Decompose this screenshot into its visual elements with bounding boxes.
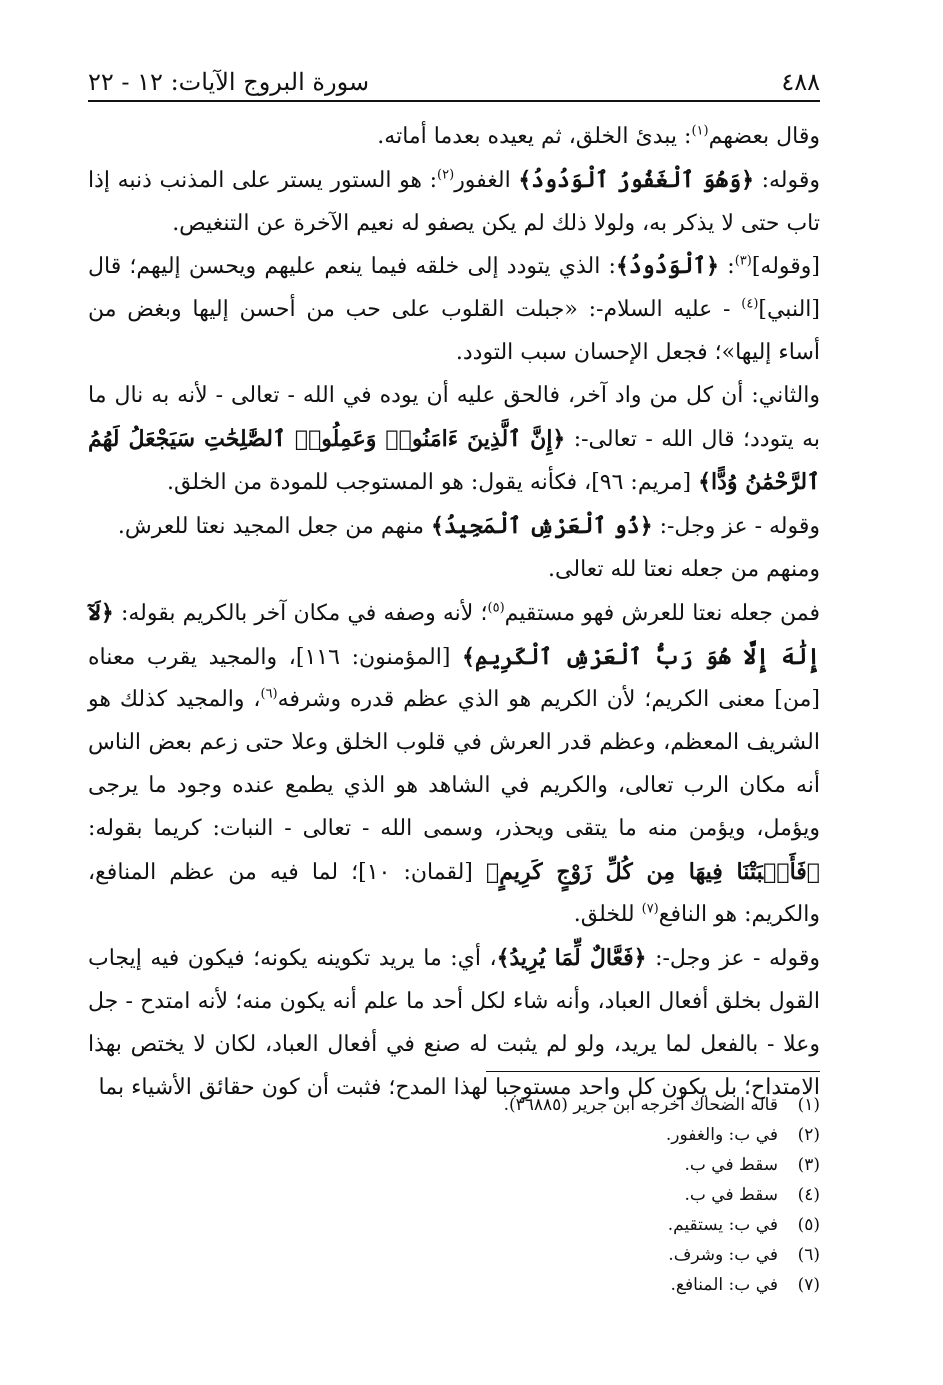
text-run: [المؤمنون: ١١٦]، والمجيد يقرب معناه [من] معنى الكريم؛ لأن الكريم هو الذي عظم قدره وشرفه bbox=[88, 644, 821, 713]
paragraph bbox=[88, 937, 820, 1109]
quran-verse: ﴿لَآ إِلَٰهَ إِلَّا هُوَ رَبُّ ٱلْعَرْشِ ٱلْكَرِيمِ﴾ bbox=[88, 599, 821, 670]
running-title: سورة البروج الآيات: ١٢ - ٢٢ bbox=[88, 68, 370, 96]
text-run: وقوله - عز وجل-: bbox=[646, 946, 820, 972]
footnote-number: (٧) bbox=[797, 1275, 820, 1295]
quran-verse: ﴿ذُو ٱلْعَرْشِ ٱلْمَجِيدُ﴾ bbox=[431, 513, 653, 540]
quran-verse: ﴿فَعَّالٌ لِّمَا يُرِيدُ﴾ bbox=[496, 945, 647, 972]
footnote-item bbox=[220, 1180, 820, 1210]
footnote-item bbox=[220, 1240, 820, 1270]
text-run: منهم من جعل المجيد نعتا للعرش. bbox=[117, 514, 432, 540]
paragraph bbox=[88, 592, 820, 937]
text-run: ؛ لأنه وصفه في مكان آخر بالكريم بقوله: bbox=[113, 600, 488, 626]
text-run: : هو الستور يستر على المذنب ذنبه إذا تاب حتى لا يذكر به، ولولا ذلك لم يكن يصفو له نعيم الآخرة عن التنغيص. bbox=[88, 167, 820, 236]
page-header bbox=[88, 56, 820, 96]
text-run: الغفور bbox=[454, 167, 519, 193]
text-run: فمن جعله نعتا للعرش فهو مستقيم bbox=[504, 600, 820, 626]
footnote-text: في ب: وشرف. bbox=[668, 1245, 778, 1265]
paragraph bbox=[88, 505, 820, 549]
footnote-number: (٢) bbox=[797, 1125, 820, 1145]
footnote-separator bbox=[486, 1071, 820, 1072]
text-run: : يبدئ الخلق، ثم يعيده بعدما أماته. bbox=[377, 124, 692, 149]
footnote-text: سقط في ب. bbox=[684, 1185, 778, 1205]
footnote-marker: (٤) bbox=[741, 296, 759, 312]
footnote-text: في ب: والغفور. bbox=[665, 1125, 778, 1145]
footnote-item bbox=[220, 1120, 820, 1150]
text-run: ، والمجيد كذلك هو الشريف المعظم، وعظم قدر العرش في قلوب الخلق وعلا حتى زعم بعض الناس أنه مكان الرب تعالى، والكريم في الشاهد هو الذي يطمع عنده وجود ما يرجى ويؤمل، ويؤمن منه ما يتقى ويحذر، وسمى الله - تعالى - النبات: كريما بقوله: bbox=[88, 687, 820, 841]
text-run: للخلق. bbox=[573, 902, 642, 928]
text-run: [وقوله] bbox=[751, 254, 820, 280]
text-run: : الذي يتودد إلى خلقه فيما ينعم عليهم ويحسن إليهم؛ قال [النبي] bbox=[88, 254, 820, 323]
footnote-number: (٤) bbox=[797, 1185, 820, 1205]
quran-verse: ﴿وَهُوَ ٱلْغَفُورُ ٱلْوَدُودُ﴾ bbox=[518, 166, 754, 193]
footnote-text: في ب: المنافع. bbox=[670, 1275, 778, 1295]
text-run: [مريم: ٩٦]، فكأنه يقول: هو المستوجب للمودة من الخلق. bbox=[166, 470, 699, 496]
text-run: وقوله - عز وجل-: bbox=[652, 514, 820, 540]
footnote-marker: (٧) bbox=[641, 902, 659, 918]
footnote-item bbox=[220, 1150, 820, 1180]
quran-verse: ﴿فَأَنۢبَتْنَا فِيهَا مِن كُلِّ زَوْجٍ كَرِيمٍ﴾ bbox=[486, 858, 820, 885]
footnote-item bbox=[220, 1270, 820, 1300]
text-run: : bbox=[719, 254, 735, 280]
header-rule bbox=[88, 100, 820, 102]
footnote-marker: (٣) bbox=[734, 254, 752, 270]
text-run: والثاني: أن كل من واد آخر، فالحق عليه أن يوده في الله - تعالى - لأنه به نال ما به يتودد؛ قال الله - تعالى-: bbox=[88, 382, 821, 452]
paragraph bbox=[88, 116, 820, 159]
footnote-marker: (٢) bbox=[437, 167, 455, 183]
footnote-number: (٦) bbox=[797, 1245, 820, 1265]
footnote-number: (٣) bbox=[797, 1155, 820, 1175]
text-run: وقال بعضهم bbox=[708, 124, 820, 149]
text-run: ومنهم من جعله نعتا لله تعالى. bbox=[548, 556, 820, 582]
paragraph bbox=[88, 245, 820, 374]
text-run: [لقمان: ١٠]؛ لما فيه من عظم المنافع، والكريم: هو النافع bbox=[88, 859, 820, 928]
paragraph bbox=[88, 549, 820, 592]
footnote-text: في ب: يستقيم. bbox=[667, 1215, 778, 1235]
text-run: ، أي: ما يريد تكوينه يكونه؛ فيكون فيه إيجاب القول بخلق أفعال العباد، وأنه شاء لكل أحد ما علم أنه يكون منه؛ لأنه امتدح - جل وعلا - بالفعل لما يريد، ولو لم يثبت له صنع في أفعال العباد، لكان لا يختص بهذا الامتداح؛ بل يكون كل واحد مستوجبا لهذا المدح؛ فثبت أن كون حقائق الأشياء بما bbox=[88, 946, 820, 1100]
footnote-number: (١) bbox=[797, 1095, 820, 1115]
footnotes bbox=[220, 1090, 820, 1300]
footnote-number: (٥) bbox=[797, 1215, 820, 1235]
quran-verse: ﴿ٱلْوَدُودُ﴾ bbox=[615, 253, 720, 280]
footnote-marker: (١) bbox=[691, 123, 709, 139]
footnote-marker: (٦) bbox=[260, 687, 278, 703]
paragraph bbox=[88, 375, 820, 505]
paragraph bbox=[88, 159, 820, 246]
footnote-text: سقط في ب. bbox=[684, 1155, 778, 1175]
text-run: وقوله: bbox=[753, 167, 820, 193]
text-run: - عليه السلام-: «جبلت القلوب على حب من أحسن إليها وبغض من أساء إليها»؛ فجعل الإحسان سبب التودد. bbox=[88, 297, 820, 365]
main-text bbox=[88, 116, 820, 1109]
quran-verse: ﴿إِنَّ ٱلَّذِينَ ءَامَنُوا۟ وَعَمِلُوا۟ ٱلصَّٰلِحَٰتِ سَيَجْعَلُ لَهُمُ ٱلرَّحْمَٰنُ وُدًّا﴾ bbox=[88, 425, 820, 496]
footnote-item bbox=[220, 1210, 820, 1240]
footnote-text: قاله الضحاك أخرجه ابن جرير (٣٦٨٨٥). bbox=[503, 1095, 778, 1115]
footnote-marker: (٥) bbox=[487, 600, 505, 616]
page-number: ٤٨٨ bbox=[781, 68, 820, 96]
footnote-item bbox=[220, 1090, 820, 1120]
